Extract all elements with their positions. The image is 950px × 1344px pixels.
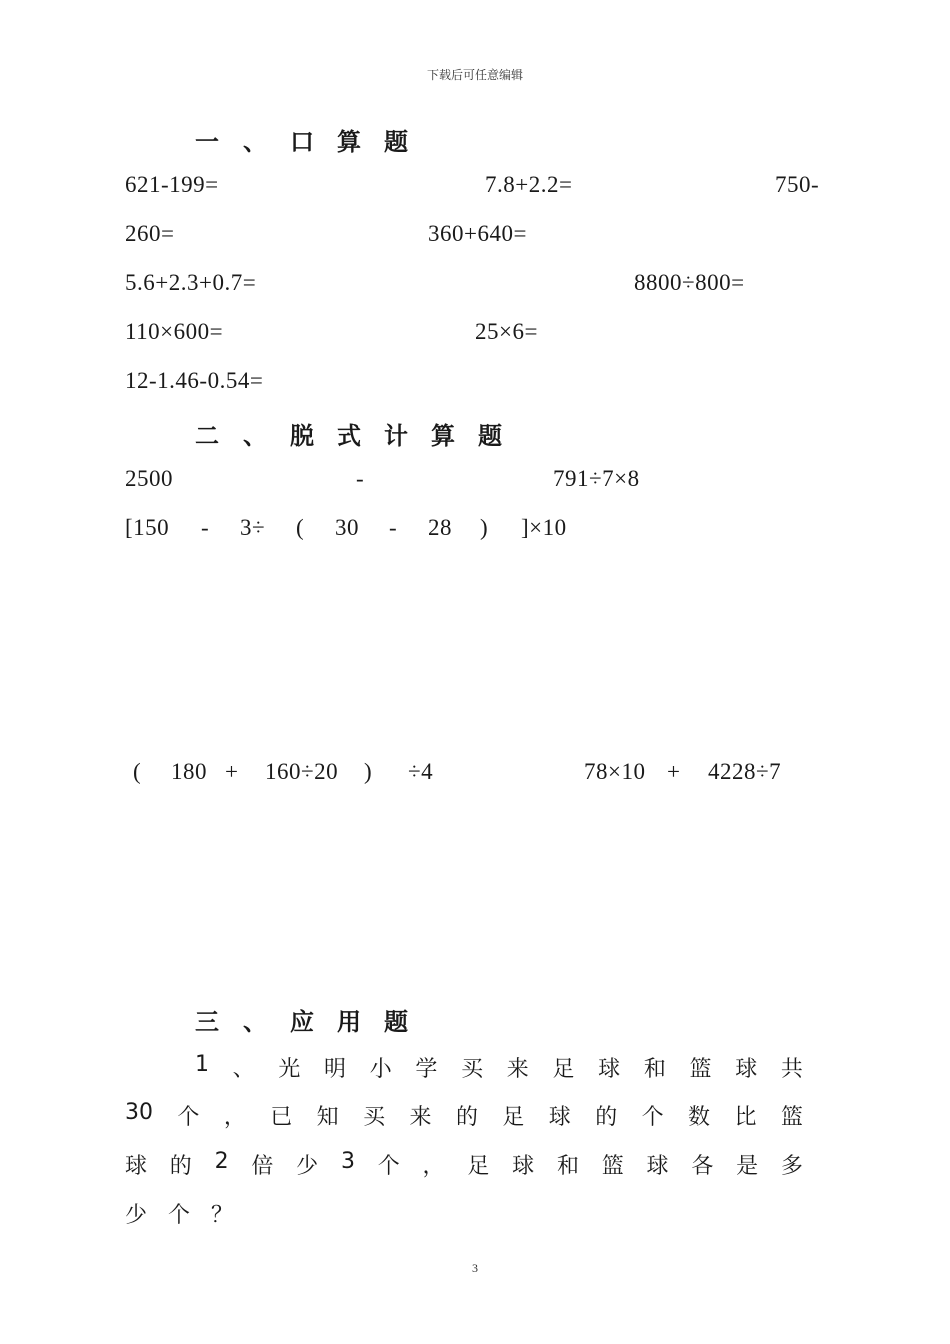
problem-token: 个: [377, 1154, 400, 1179]
problem-line: [125, 1100, 803, 1131]
problem-token: 球: [548, 1105, 571, 1130]
problem-token: 球: [125, 1154, 148, 1179]
heading-char: 式: [337, 422, 363, 450]
problem-token: 1: [195, 1052, 209, 1077]
expression-part: +: [667, 759, 681, 784]
expression-part: (: [296, 515, 305, 540]
problem-token: 是: [736, 1154, 759, 1179]
oral-calc-item: 7.8+2.2=: [485, 172, 573, 197]
problem-line: [125, 1149, 803, 1180]
problem-token: 来: [506, 1057, 529, 1082]
expression-part: 791÷7×8: [553, 466, 640, 491]
problem-token: 足: [552, 1057, 575, 1082]
problem-token: 各: [691, 1154, 714, 1179]
problem-token: 学: [415, 1057, 438, 1082]
problem-token: 和: [643, 1057, 666, 1082]
problem-token: 光: [278, 1057, 301, 1082]
oral-calc-item: 750-: [775, 172, 820, 197]
heading-char: 、: [243, 128, 269, 156]
oral-calc-item: 8800÷800=: [634, 270, 745, 295]
section-2-heading: [195, 416, 504, 451]
problem-token: 篮: [689, 1057, 712, 1082]
problem-token: 知: [316, 1105, 339, 1130]
problem-token: 球: [735, 1057, 758, 1082]
section-1-heading: [195, 122, 410, 157]
problem-token: 共: [780, 1057, 803, 1082]
expression-part: 2500: [125, 466, 173, 491]
problem-token: ？: [210, 1203, 233, 1228]
problem-token: 篮: [780, 1105, 803, 1130]
expression-part: 28: [428, 515, 452, 540]
heading-char: 二: [195, 422, 221, 450]
problem-token: 球: [646, 1154, 669, 1179]
problem-line: [125, 1198, 233, 1229]
heading-char: 口: [290, 128, 316, 156]
problem-token: 多: [780, 1154, 803, 1179]
problem-token: 个: [167, 1203, 190, 1228]
problem-token: 来: [409, 1105, 432, 1130]
problem-token: 少: [125, 1203, 148, 1228]
problem-token: ，: [422, 1154, 445, 1179]
problem-token: 球: [598, 1057, 621, 1082]
expression-bracket-open: [150: [125, 515, 170, 540]
heading-char: 应: [290, 1008, 316, 1036]
problem-token: 球: [512, 1154, 535, 1179]
problem-token: ，: [223, 1105, 246, 1130]
problem-line: [195, 1052, 803, 1083]
problem-token: 篮: [601, 1154, 624, 1179]
problem-token: 的: [169, 1154, 192, 1179]
expression-part: (: [133, 759, 142, 784]
expression-part: -: [389, 515, 398, 540]
problem-token: 倍: [251, 1154, 274, 1179]
problem-token: 小: [369, 1057, 392, 1082]
page-number: 3: [472, 1261, 478, 1275]
problem-token: 买: [363, 1105, 386, 1130]
heading-char: 、: [243, 1008, 269, 1036]
problem-token: 比: [734, 1105, 757, 1130]
oral-calc-item: 12-1.46-0.54=: [125, 368, 264, 393]
problem-token: 明: [324, 1057, 347, 1082]
oral-calc-item: 110×600=: [125, 319, 224, 344]
heading-char: 三: [195, 1008, 221, 1036]
problem-token: 数: [688, 1105, 711, 1130]
problem-token: 少: [296, 1154, 319, 1179]
problem-token: 足: [467, 1154, 490, 1179]
heading-char: 一: [195, 128, 221, 156]
heading-char: 算: [337, 128, 363, 156]
problem-token: 3: [340, 1149, 355, 1174]
heading-char: 题: [384, 1008, 410, 1036]
heading-char: 、: [243, 422, 269, 450]
heading-char: 题: [478, 422, 504, 450]
problem-token: 的: [455, 1105, 478, 1130]
expression-part: -: [356, 466, 365, 491]
problem-token: 个: [177, 1105, 200, 1130]
problem-token: 已: [270, 1105, 293, 1130]
expression-part: 78×10: [584, 759, 646, 784]
expression-part: 3÷: [240, 515, 266, 540]
heading-char: 脱: [290, 422, 316, 450]
problem-token: 足: [502, 1105, 525, 1130]
problem-token: 30: [125, 1100, 153, 1125]
heading-char: 算: [431, 422, 457, 450]
expression-part: ]×10: [521, 515, 567, 540]
oral-calc-item: 5.6+2.3+0.7=: [125, 270, 257, 295]
expression-part: ): [480, 515, 489, 540]
expression-part: 180: [171, 759, 207, 784]
heading-char: 用: [337, 1008, 363, 1036]
problem-token: 和: [556, 1154, 579, 1179]
expression-part: 30: [335, 515, 359, 540]
expression-part: ÷4: [408, 759, 434, 784]
problem-token: 、: [232, 1057, 255, 1082]
heading-char: 计: [384, 422, 410, 450]
expression-part: -: [201, 515, 210, 540]
problem-token: 2: [214, 1149, 229, 1174]
oral-calc-item: 360+640=: [428, 221, 527, 246]
problem-token: 个: [641, 1105, 664, 1130]
problem-token: 买: [461, 1057, 484, 1082]
page-header: 下载后可任意编辑: [426, 68, 523, 82]
expression-part: 160÷20: [265, 759, 339, 784]
expression-part: +: [225, 759, 239, 784]
section-3-heading: [195, 1002, 410, 1037]
oral-calc-item: 260=: [125, 221, 175, 246]
oral-calc-item: 25×6=: [475, 319, 538, 344]
heading-char: 题: [384, 128, 410, 156]
problem-token: 的: [595, 1105, 618, 1130]
oral-calc-item: 621-199=: [125, 172, 219, 197]
expression-part: ): [364, 759, 373, 784]
expression-part: 4228÷7: [708, 759, 782, 784]
